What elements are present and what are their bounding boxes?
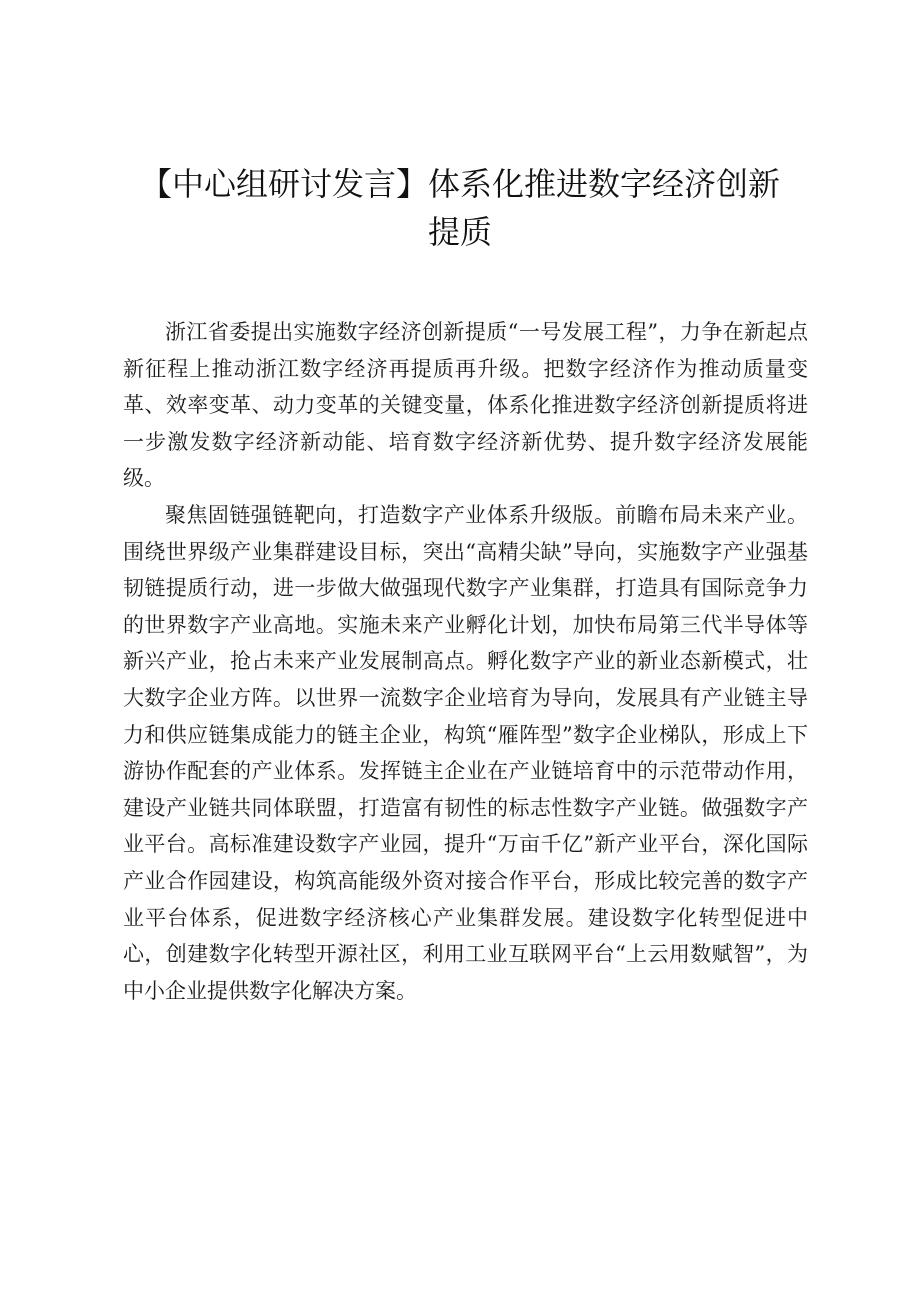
document-title [120,160,800,256]
title-line-2: 提质 [427,213,492,251]
document-body [123,314,808,1009]
title-line-1: 【中心组研讨发言】体系化推进数字经济创新 [139,165,780,203]
paragraph-industry-chain: 聚焦固链强链靶向，打造数字产业体系升级版。前瞻布局未来产业。围绕世界级产业集群建设目标，突出“高精尖缺”导向，实施数字产业强基韧链提质行动，进一步做大做强现代数字产业集群，打造具有国际竞争力的世界数字产业高地。实施未来产业孵化计划，加快布局第三代半导体等新兴产业，抢占未来产业发展制高点。孵化数字产业的新业态新模式，壮大数字企业方阵。以世界一流数字企业培育为导向，发展具有产业链主导力和供应链集成能力的链主企业，构筑“雁阵型”数字企业梯队，形成上下游协作配套的产业体系。发挥链主企业在产业链培育中的示范带动作用，建设产业链共同体联盟，打造富有韧性的标志性数字产业链。做强数字产业平台。高标准建设数字产业园，提升“万亩千亿”新产业平台，深化国际产业合作园建设，构筑高能级外资对接合作平台，形成比较完善的数字产业平台体系，促进数字经济核心产业集群发展。建设数字化转型促进中心，创建数字化转型开源社区，利用工业互联网平台“上云用数赋智”，为中小企业提供数字化解决方案。 [123,502,808,1003]
paragraph-intro: 浙江省委提出实施数字经济创新提质“一号发展工程”，力争在新起点新征程上推动浙江数字经济再提质再升级。把数字经济作为推动质量变革、效率变革、动力变革的关键变量，体系化推进数字经济创新提质将进一步激发数字经济新动能、培育数字经济新优势、提升数字经济发展能级。 [123,320,808,491]
